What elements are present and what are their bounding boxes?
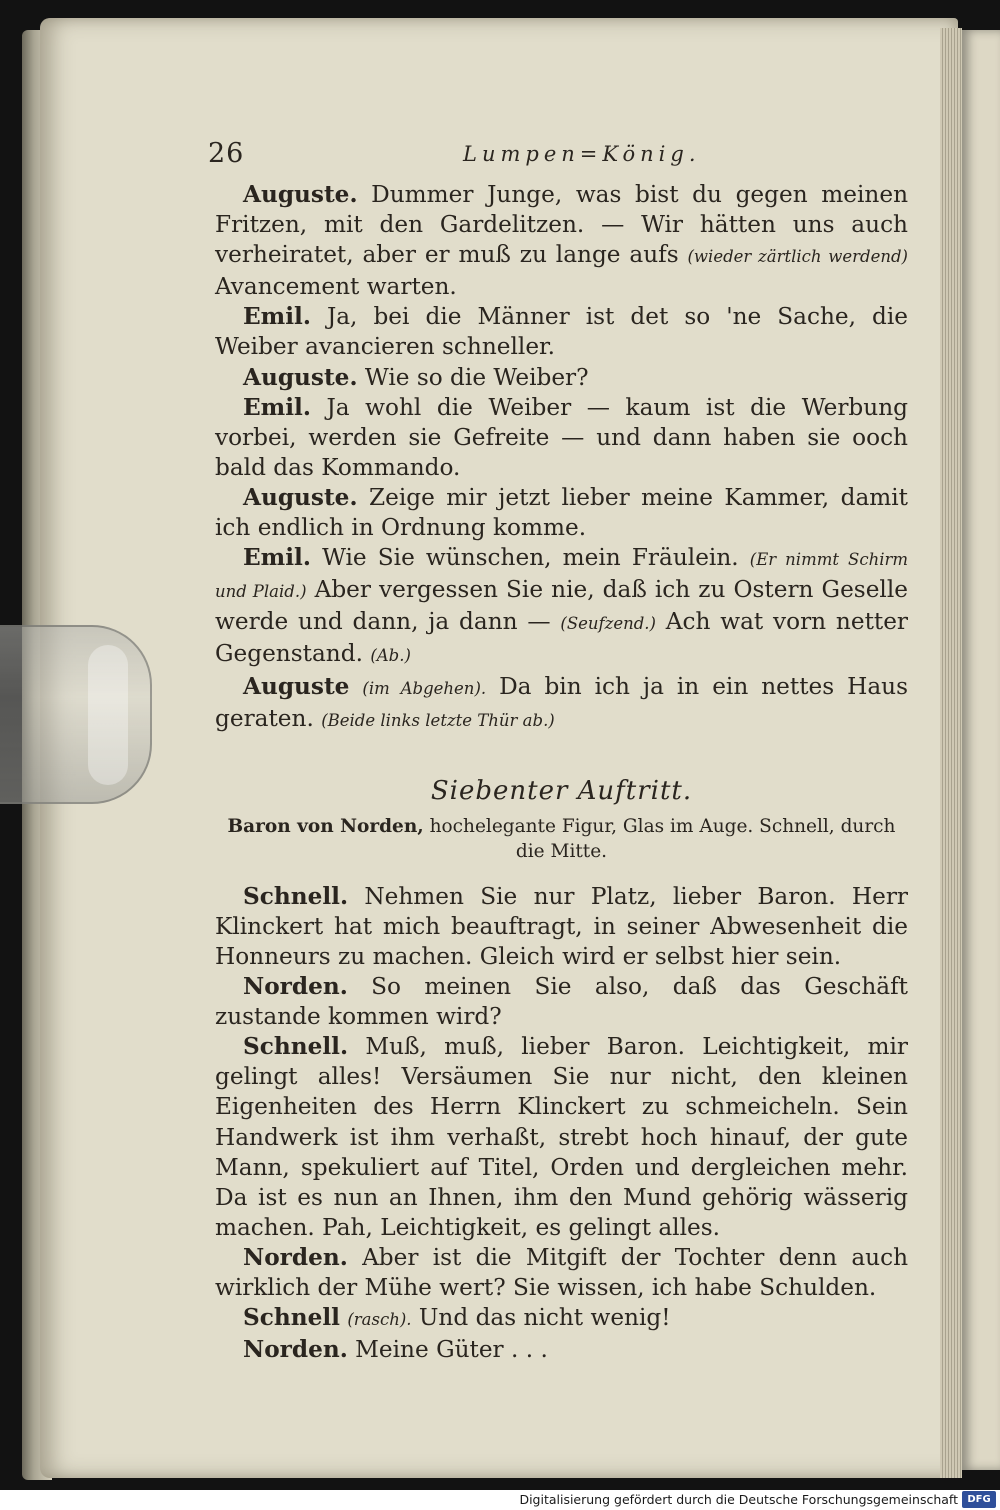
page-body xyxy=(215,180,908,1365)
speaker: Norden. xyxy=(243,1336,348,1364)
scene-heading: Siebenter Auftritt. xyxy=(430,775,693,806)
line-text: Wie Sie wünschen, mein Fräulein. xyxy=(322,544,739,572)
speaker: Emil. xyxy=(243,303,311,331)
dialogue-line xyxy=(215,972,908,1032)
line-text: Aber ist die Mitgift der Tochter denn auch wirklich der Mühe wert? Sie wissen, ich habe Schulden. xyxy=(215,1243,909,1301)
line-text: Ja, bei die Männer ist det so 'ne Sache, die Weiber avancieren schneller. xyxy=(215,303,908,361)
line-text: Meine Güter . . . xyxy=(355,1336,548,1364)
line-text: Und das nicht wenig! xyxy=(418,1304,671,1332)
page-clip xyxy=(0,625,152,804)
dialogue-line xyxy=(215,180,908,302)
stage-direction: (wieder zärtlich werdend) xyxy=(687,247,908,267)
speaker: Schnell xyxy=(243,1304,340,1332)
dialogue-line xyxy=(215,1335,908,1365)
digitization-footer xyxy=(0,1490,1000,1510)
dialogue-line xyxy=(215,363,908,393)
dialogue-line xyxy=(215,1243,908,1303)
adjacent-page-sliver xyxy=(962,30,1000,1470)
speaker: Norden. xyxy=(243,973,348,1001)
cast-list xyxy=(215,814,908,864)
cast-description: hochelegante Figur, Glas im Auge. Schnell, durch die Mitte. xyxy=(429,815,896,862)
stage-direction: (Beide links letzte Thür ab.) xyxy=(321,710,555,730)
line-text: Nehmen Sie nur Platz, lieber Baron. Herr Klinckert hat mich beauftragt, in seiner Abwesenheit die Honneurs zu machen. Gleich wird er selbst hier sein. xyxy=(215,882,909,970)
speaker: Emil. xyxy=(243,544,311,572)
speaker: Norden. xyxy=(243,1243,348,1271)
line-text: Zeige mir jetzt lieber meine Kammer, damit ich endlich in Ordnung komme. xyxy=(215,483,909,542)
line-text: Avancement warten. xyxy=(215,273,457,301)
dialogue-line xyxy=(215,672,908,736)
stage-direction: (rasch). xyxy=(347,1310,412,1330)
line-text: Wie so die Weiber? xyxy=(364,363,589,391)
dialogue-line xyxy=(215,1303,908,1335)
speaker: Schnell. xyxy=(243,882,349,910)
dfg-logo: DFG xyxy=(962,1491,996,1508)
cast-name: Baron von Norden, xyxy=(227,815,424,837)
stage-direction: (im Abgehen). xyxy=(362,678,487,698)
speaker: Auguste. xyxy=(243,363,358,391)
line-text: Ja wohl die Weiber — kaum ist die Werbung vorbei, werden sie Gefreite — und dann haben sie ooch bald das Kommando. xyxy=(215,393,908,481)
dialogue-line xyxy=(215,1032,908,1243)
line-text: Da bin ich ja in ein nettes Haus geraten. xyxy=(215,672,908,732)
speaker: Auguste xyxy=(243,672,350,700)
running-title: Lumpen=König. xyxy=(463,142,701,166)
line-text: So meinen Sie also, daß das Geschäft zustande kommen wird? xyxy=(215,973,909,1031)
stage-direction: (Ab.) xyxy=(370,646,411,666)
speaker: Schnell. xyxy=(243,1033,349,1061)
page-header xyxy=(208,138,908,174)
line-text: Ach wat vorn netter Gegenstand. xyxy=(215,608,909,668)
dialogue-line xyxy=(215,393,908,483)
stage-direction: (Er nimmt Schirm und Plaid.) xyxy=(215,550,909,602)
page-number: 26 xyxy=(208,138,245,169)
line-text: Dummer Junge, was bist du gegen meinen Fritzen, mit den Gardelitzen. — Wir hätten uns auch verheiratet, aber er muß zu lange aufs xyxy=(215,181,908,269)
funding-credit: Digitalisierung gefördert durch die Deutsche Forschungsgemeinschaft xyxy=(519,1492,958,1507)
page-stack-edge xyxy=(940,28,962,1478)
speaker: Auguste. xyxy=(243,483,358,511)
dialogue-line xyxy=(215,543,908,671)
line-text: Muß, muß, lieber Baron. Leichtigkeit, mir gelingt alles! Versäumen Sie nur nicht, den kleinen Eigenheiten des Herrn Klinckert zu schmeicheln. Sein Handwerk ist ihm verhaßt, strebt hoch hinauf, der gute Mann, spekuliert auf Titel, Orden und dergleichen mehr. Da ist es nun an Ihnen, ihm den Mund gehörig wässerig machen. Pah, Leichtigkeit, es gelingt alles. xyxy=(215,1033,909,1241)
line-text: Aber vergessen Sie nie, daß ich zu Ostern Geselle werde und dann, ja dann — xyxy=(215,576,908,636)
speaker: Auguste. xyxy=(243,181,358,208)
speaker: Emil. xyxy=(243,393,311,421)
stage-direction: (Seufzend.) xyxy=(560,614,656,634)
dialogue-line xyxy=(215,483,908,543)
dialogue-line xyxy=(215,882,908,972)
dialogue-line xyxy=(215,302,908,362)
